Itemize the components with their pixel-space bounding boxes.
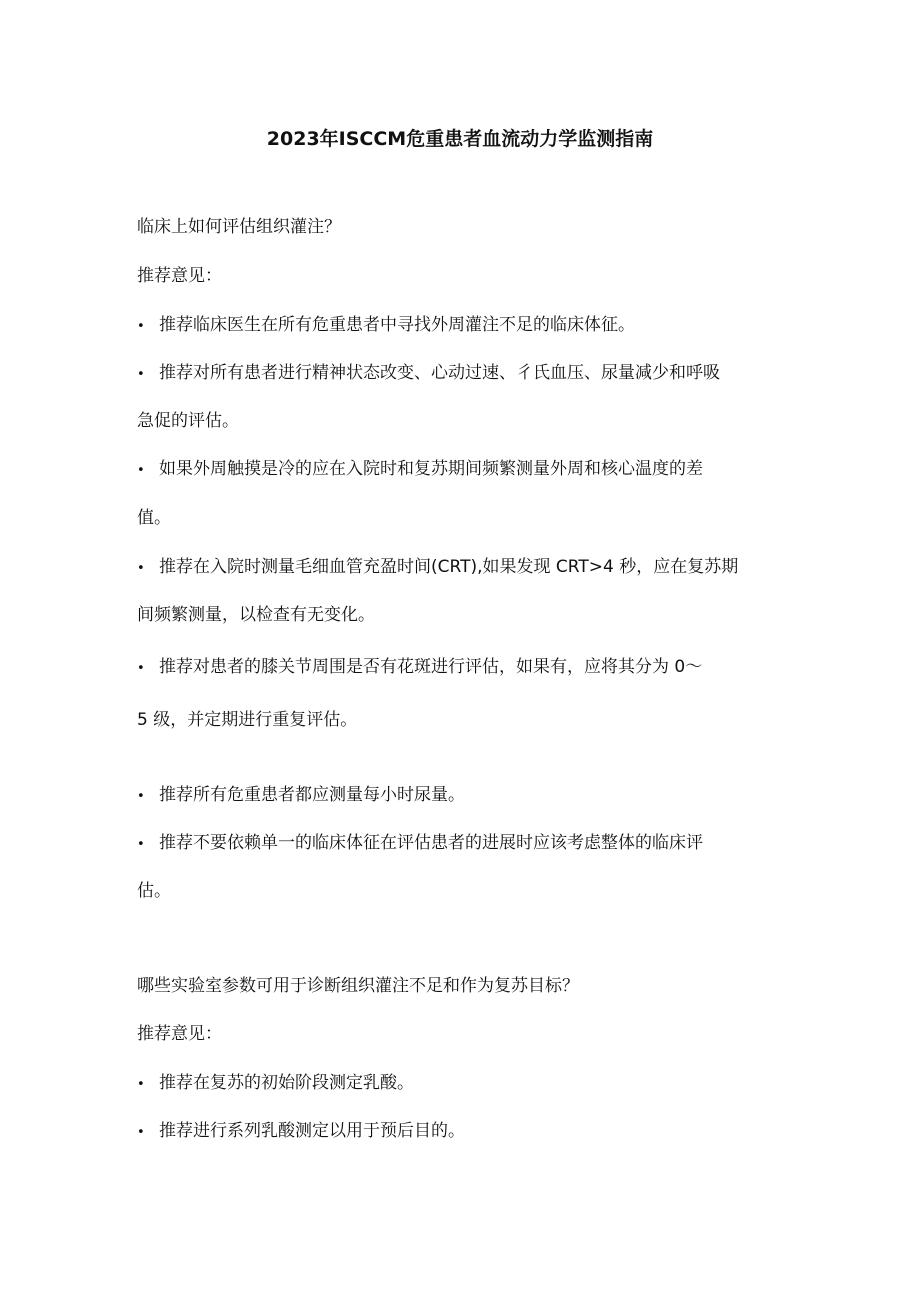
bullet-icon: • bbox=[137, 661, 145, 676]
list-item-text: 如果外周触摸是冷的应在入院时和复苏期间频繁测量外周和核心温度的差 bbox=[159, 459, 703, 479]
list-item-continuation: 5 级，并定期进行重复评估。 bbox=[137, 710, 358, 730]
list-item-text: 推荐对患者的膝关节周围是否有花斑进行评估，如果有，应将其分为 0～ bbox=[159, 657, 703, 677]
list-item-text: 推荐临床医生在所有危重患者中寻找外周灌注不足的临床体征。 bbox=[159, 315, 635, 335]
list-item-text: 推荐在入院时测量毛细血管充盈时间(CRT),如果发现 CRT>4 秒，应在复苏期 bbox=[159, 557, 739, 577]
list-item bbox=[137, 784, 465, 808]
list-item bbox=[137, 1072, 414, 1096]
section1-recommendation-label: 推荐意见： bbox=[137, 266, 222, 286]
document-title: 2023年ISCCM危重患者血流动力学监测指南 bbox=[266, 128, 654, 150]
list-item-text: 推荐在复苏的初始阶段测定乳酸。 bbox=[159, 1073, 414, 1093]
list-item-text: 推荐进行系列乳酸测定以用于预后目的。 bbox=[159, 1121, 465, 1141]
bullet-icon: • bbox=[137, 837, 145, 852]
section1-question: 临床上如何评估组织灌注？ bbox=[137, 217, 341, 237]
list-item bbox=[137, 556, 738, 580]
list-item-continuation: 值。 bbox=[137, 508, 171, 528]
bullet-icon: • bbox=[137, 789, 145, 804]
bullet-icon: • bbox=[137, 367, 145, 382]
list-item-continuation: 估。 bbox=[137, 881, 171, 901]
bullet-icon: • bbox=[137, 1077, 145, 1092]
list-item-text: 推荐不要依赖单一的临床体征在评估患者的进展时应该考虑整体的临床评 bbox=[159, 833, 703, 853]
list-item bbox=[137, 458, 703, 482]
list-item bbox=[137, 314, 635, 338]
list-item bbox=[137, 1120, 465, 1144]
bullet-icon: • bbox=[137, 463, 145, 478]
list-item bbox=[137, 656, 702, 680]
list-item-continuation: 间频繁测量，以检查有无变化。 bbox=[137, 605, 375, 625]
section2-recommendation-label: 推荐意见： bbox=[137, 1024, 222, 1044]
list-item-text: 推荐对所有患者进行精神状态改变、心动过速、彳氏血压、尿量减少和呼吸 bbox=[159, 363, 720, 383]
bullet-icon: • bbox=[137, 319, 145, 334]
list-item-text: 推荐所有危重患者都应测量每小时尿量。 bbox=[159, 785, 465, 805]
section2-question: 哪些实验室参数可用于诊断组织灌注不足和作为复苏目标？ bbox=[137, 976, 579, 996]
bullet-icon: • bbox=[137, 561, 145, 576]
list-item bbox=[137, 362, 720, 386]
bullet-icon: • bbox=[137, 1125, 145, 1140]
list-item-continuation: 急促的评估。 bbox=[137, 411, 239, 431]
list-item bbox=[137, 832, 703, 856]
